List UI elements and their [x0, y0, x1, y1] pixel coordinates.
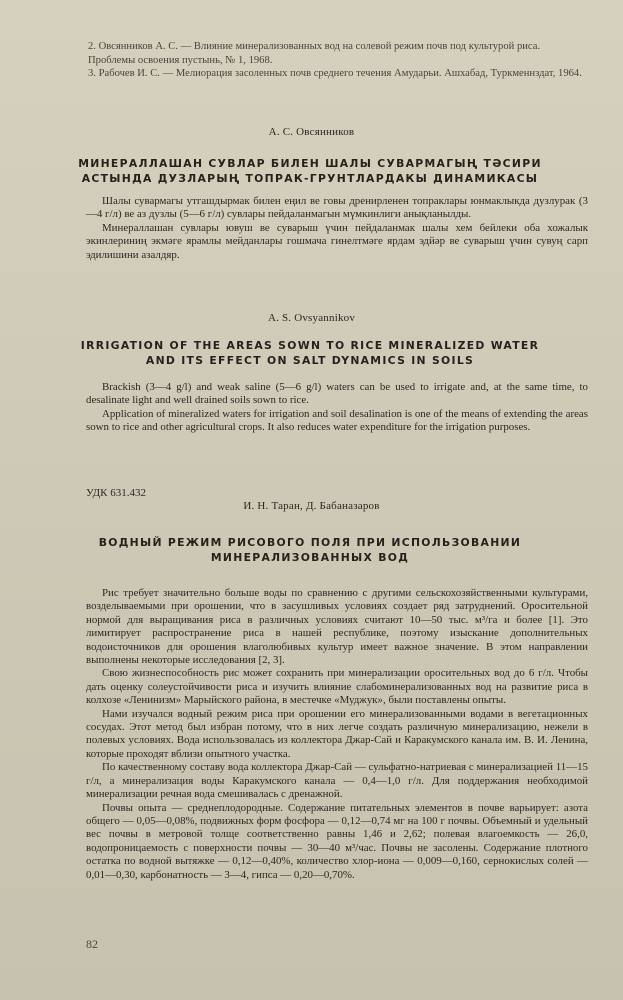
english-title: IRRIGATION OF THE AREAS SOWN TO RICE MINERALIZED WATER AND ITS EFFECT ON SALT DYNAMICS IN SOILS — [80, 339, 540, 367]
english-abstract — [86, 381, 588, 435]
article-body — [86, 587, 588, 882]
reference-list — [88, 40, 588, 81]
english-author: A. S. Ovsyannikov — [267, 312, 356, 324]
page-number: 82 — [86, 937, 98, 951]
turkmen-title: МИНЕРАЛЛАШАН СУВЛАР БИЛЕН ШАЛЫ СУВАРМАГЫҢ ТӘСИРИ АСТЫНДА ДУЗЛАРЫҢ ТОПРАК-ГРУНТЛАРДАКЫ ДИНАМИКАСЫ — [78, 157, 542, 185]
turkmen-abstract — [86, 195, 588, 262]
reference-item: 3. Рабочев И. С. — Мелиорация засоленных почв среднего течения Амударьи. Ашхабад, Туркменнздат, 1964. — [88, 68, 582, 79]
english-paragraph: Brackish (3—4 g/l) and weak saline (5—6 g/l) waters can be used to irrigate and, at the same time, to desalinate light and well drained soils sown to rice. — [86, 381, 588, 407]
reference-item: 2. Овсянников А. С. — Влияние минерализованных вод на солевой режим почв под культурой риса. Проблемы освоения пустынь, № 1, 1968. — [88, 41, 541, 66]
english-paragraph: Application of mineralized waters for irrigation and soil desalination is one of the means of extending the areas sown to rice and other agricultural crops. It also reduces water expenditure for the irrigation purposes. — [86, 407, 588, 434]
body-paragraph: Рис требует значительно больше воды по сравнению с другими сельскохозяйственными культурами, возделываемыми при орошении, что в засушливых условиях создает ряд затруднений. Оросительной нормой для выращивания риса в различных условиях считают 10—50 тыс. м³/га и более [1]. Это лимитирует распространение риса в нашей республике, поэтому изыскание дополнительных водоисточников для орошения влаголюбивых культур имеет важное значение. В этом направлении выполнены некоторые исследования [2, 3]. — [86, 587, 588, 667]
udk-code: УДК 631.432 — [86, 487, 147, 499]
turkmen-paragraph: Минераллашан сувлары ювуш ве суварыш үчин пейдаланмак шалы хем бейлеки оба хожалык экинлериниң экмәге ярамлы мейданлары гошмача гинелтмәге ярдам эдйәр ве суварыш үчин сувуң сарп эдилишини азалдяр. — [86, 221, 588, 261]
body-paragraph: Свою жизнеспособность рис может сохранить при минерализации оросительных вод до 6 г/л. Чтобы дать оценку солеустойчивости риса и изучить влияние слабоминерализованных вод на развитие риса в колхозе «Ленинизм» Марыйского района, в местечке «Муджук», были поставлены опыты. — [86, 667, 588, 707]
article-authors: И. Н. Таран, Д. Бабаназаров — [243, 500, 380, 512]
body-paragraph: Нами изучался водный режим риса при орошении его минерализованными водами в вегетационных сосудах. Этот метод был избран потому, что в них легче создать различную минерализацию, нежели в полевых условиях. Вода использовалась из коллектора Джар-Сай и Каракумского канала им. В. И. Ленина, которые проходят вблизи опытного участка. — [86, 707, 588, 760]
body-paragraph: Почвы опыта — среднеплодородные. Содержание питательных элементов в почве варьирует: азота общего — 0,05—0,08%, подвижных форм фосфора — 0,12—0,74 мг на 100 г почвы. Объемный и удельный вес почвы в метровой толще соответственно равны 1,46 и 2,62; полевая влагоемкость — 26,0, водопроницаемость с поверхности почвы — 30—40 м³/час. Почвы не засолены. Содержание плотного остатка по водной вытяжке — 0,12—0,40%, количество хлор-иона — 0,009—0,160, сернокислых солей — 0,01—0,30, карбонатность — 3—4, гипса — 0,20—0,70%. — [86, 801, 588, 881]
turkmen-author: А. С. Овсянников — [268, 126, 355, 138]
turkmen-paragraph: Шалы сувармагы утгашдырмак билен еңил ве говы дренирленен топраклары юнмаклыкда дузлурак (3—4 г/л) ве аз дузлы (5—6 г/л) сувлары пейдаланмагын мүмкинлиги анықланылды. — [86, 195, 588, 221]
article-title: ВОДНЫЙ РЕЖИМ РИСОВОГО ПОЛЯ ПРИ ИСПОЛЬЗОВАНИИ МИНЕРАЛИЗОВАННЫХ ВОД — [98, 536, 522, 564]
body-paragraph: По качественному составу вода коллектора Джар-Сай — сульфатно-натриевая с минерализацией 11—15 г/л, а минерализация воды Каракумского канала — 0,4—1,0 г/л. Для поддержания необходимой минерализации речная вода смешивалась с дренажной. — [86, 761, 588, 801]
